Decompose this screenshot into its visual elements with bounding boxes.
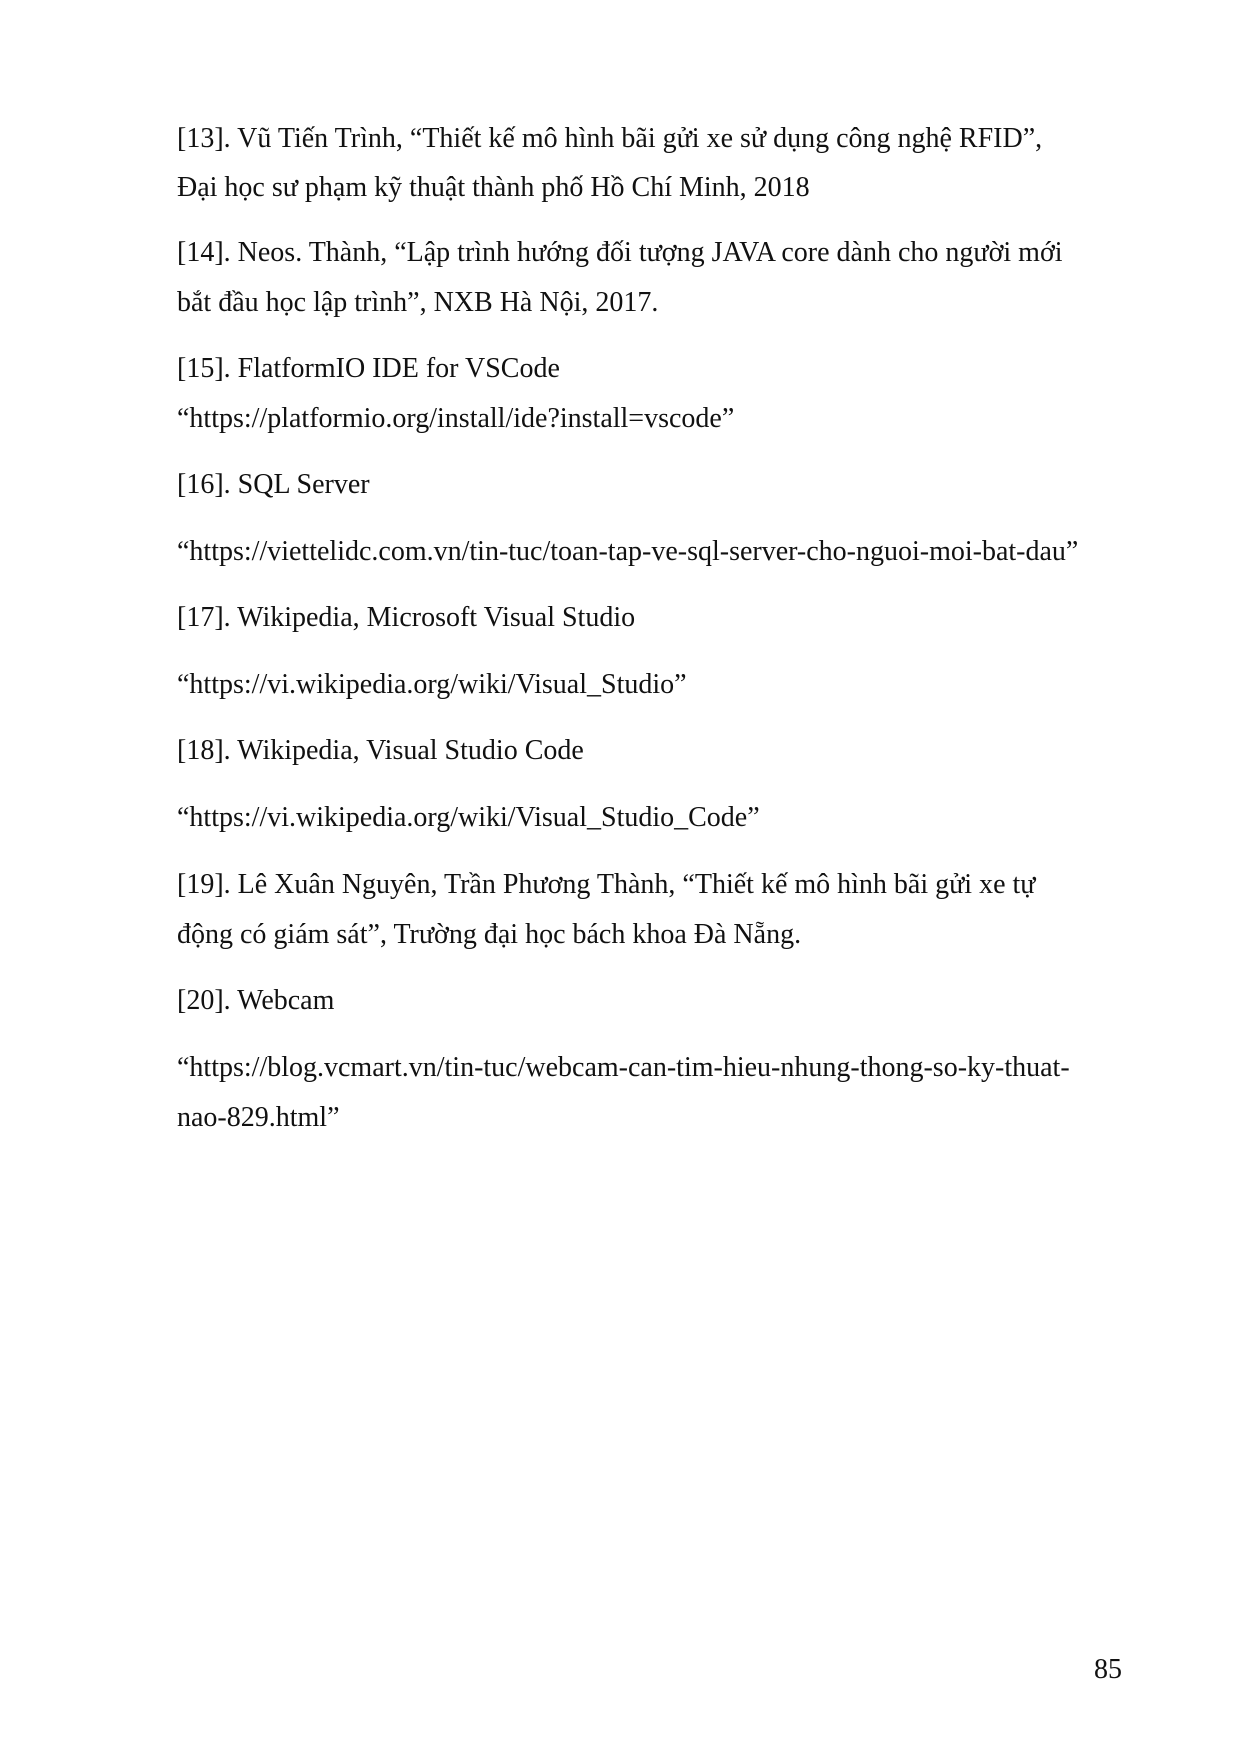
reference-19-line-2: động có giám sát”, Trường đại học bách khoa Đà Nẵng. <box>177 919 802 950</box>
reference-18-url: “https://vi.wikipedia.org/wiki/Visual_Studio_Code” <box>177 802 760 833</box>
reference-15-line-1: [15]. FlatformIO IDE for VSCode <box>177 353 560 384</box>
reference-14-line-1: [14]. Neos. Thành, “Lập trình hướng đối tượng JAVA core dành cho người mới <box>177 237 1063 268</box>
reference-17-line-1: [17]. Wikipedia, Microsoft Visual Studio <box>177 602 636 633</box>
reference-16-url: “https://viettelidc.com.vn/tin-tuc/toan-tap-ve-sql-server-cho-nguoi-moi-bat-dau” <box>177 536 1079 567</box>
reference-15-url: “https://platformio.org/install/ide?install=vscode” <box>177 403 735 434</box>
reference-19-line-1: [19]. Lê Xuân Nguyên, Trần Phương Thành, “Thiết kế mô hình bãi gửi xe tự <box>177 869 1036 900</box>
reference-14-line-2: bắt đầu học lập trình”, NXB Hà Nội, 2017. <box>177 287 659 318</box>
reference-17-url: “https://vi.wikipedia.org/wiki/Visual_Studio” <box>177 669 687 700</box>
reference-20-url-line-2: nao-829.html” <box>177 1102 340 1133</box>
page-number: 85 <box>1094 1654 1122 1685</box>
reference-13-line-2: Đại học sư phạm kỹ thuật thành phố Hồ Chí Minh, 2018 <box>177 172 810 203</box>
reference-13-line-1: [13]. Vũ Tiến Trình, “Thiết kế mô hình bãi gửi xe sử dụng công nghệ RFID”, <box>177 123 1043 154</box>
reference-18-line-1: [18]. Wikipedia, Visual Studio Code <box>177 735 584 766</box>
reference-20-url-line-1: “https://blog.vcmart.vn/tin-tuc/webcam-can-tim-hieu-nhung-thong-so-ky-thuat- <box>177 1052 1070 1083</box>
reference-16-line-1: [16]. SQL Server <box>177 469 370 500</box>
reference-20-line-1: [20]. Webcam <box>177 985 335 1016</box>
